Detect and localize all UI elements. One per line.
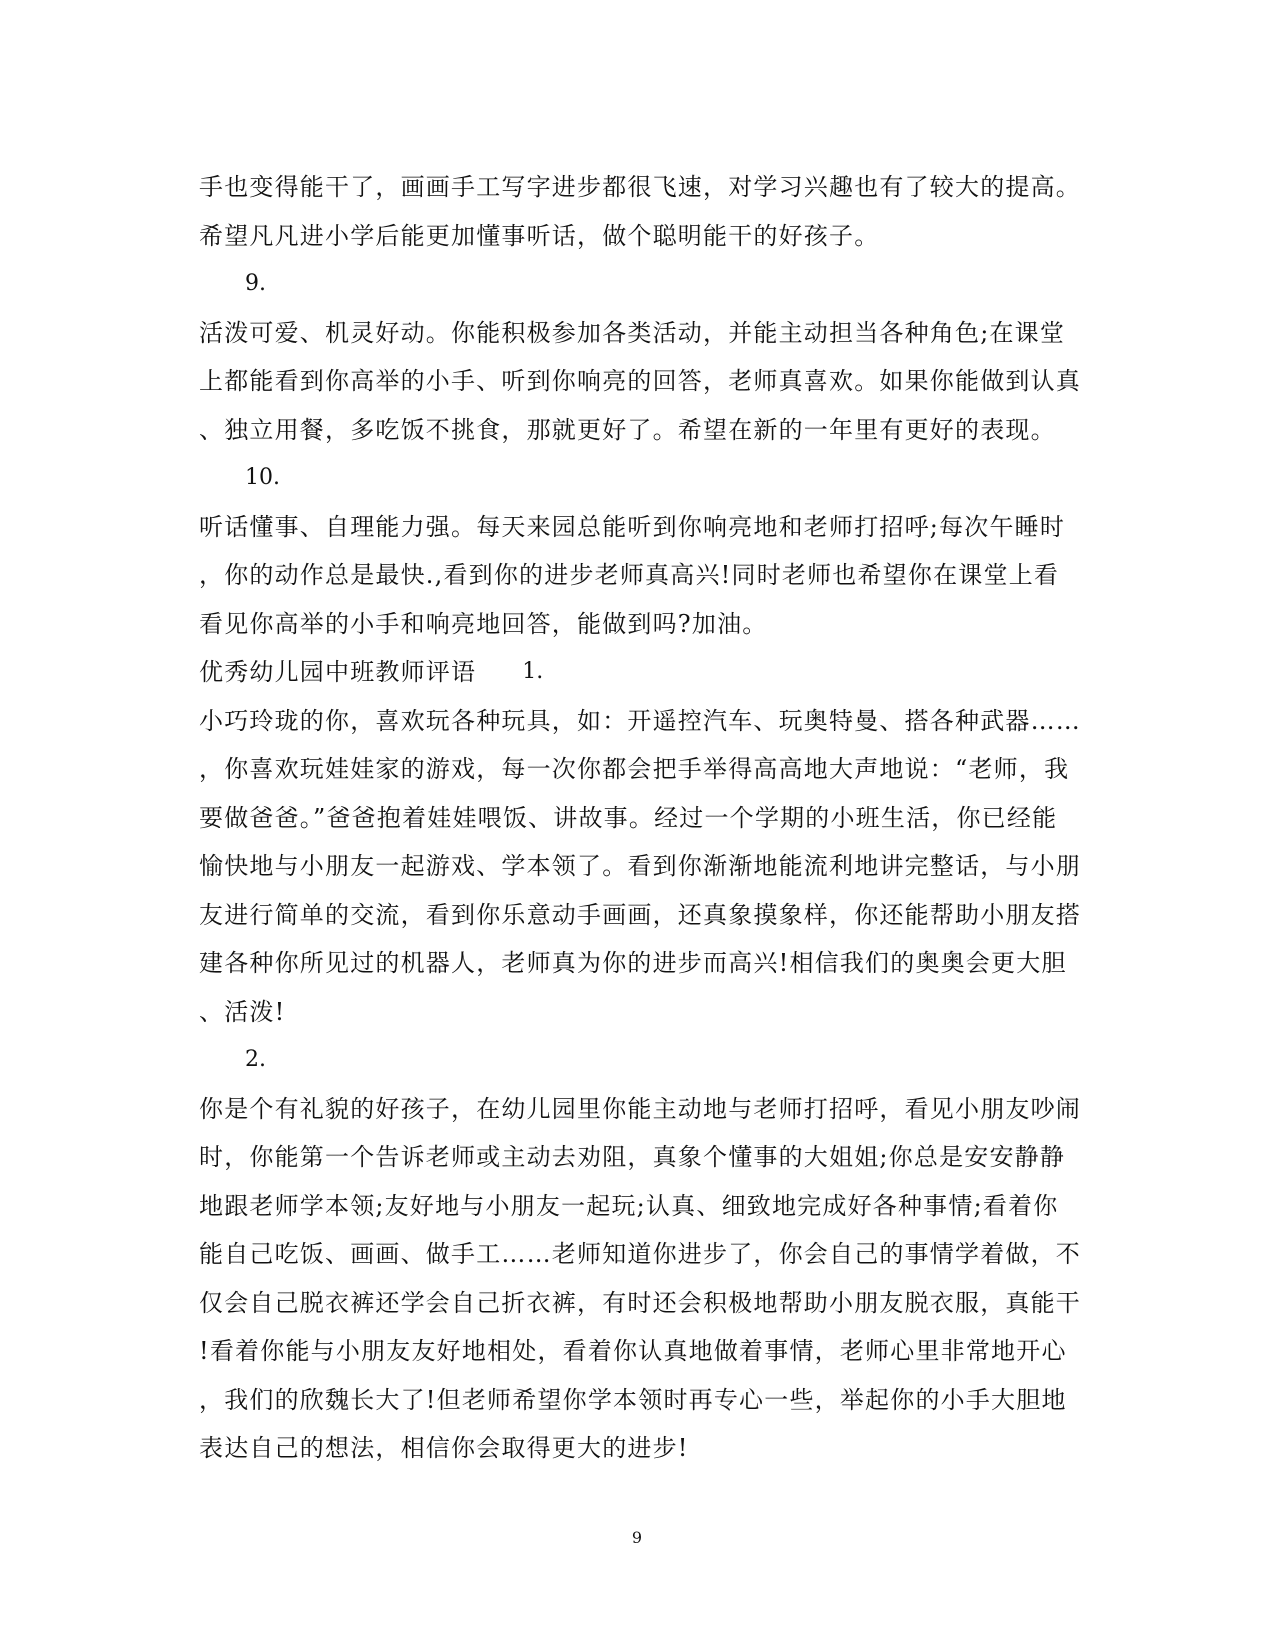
paragraph-line: 手也变得能干了，画画手工写字进步都很飞速，对学习兴趣也有了较大的提高。 — [199, 173, 1081, 201]
paragraph-line: 、独立用餐，多吃饭不挑食，那就更好了。希望在新的一年里有更好的表现。 — [199, 415, 1056, 444]
item-number: 10. — [245, 465, 280, 490]
paragraph-line: 能自己吃饭、画画、做手工……老师知道你进步了，你会自己的事情学着做，不 — [199, 1240, 1081, 1268]
item-number: 2. — [245, 1047, 266, 1072]
item-number: 1. — [522, 659, 544, 684]
paragraph-line: ，我们的欣魏长大了!但老师希望你学本领时再专心一些，举起你的小手大胆地 — [199, 1385, 1067, 1414]
paragraph-line: 小巧玲珑的你，喜欢玩各种玩具，如：开遥控汽车、玩奥特曼、搭各种武器…… — [199, 706, 1081, 735]
paragraph-line: 表达自己的想法，相信你会取得更大的进步! — [199, 1434, 689, 1462]
paragraph-line: 希望凡凡进小学后能更加懂事听话，做个聪明能干的好孩子。 — [199, 221, 880, 250]
item-number: 9. — [245, 271, 266, 296]
document-body — [199, 163, 1079, 1473]
paragraph-line: ，你喜欢玩娃娃家的游戏，每一次你都会把手举得高高地大声地说：“老师，我 — [199, 755, 1070, 783]
paragraph-line: 上都能看到你高举的小手、听到你响亮的回答，老师真喜欢。如果你能做到认真 — [199, 367, 1081, 395]
paragraph-line: 要做爸爸。”爸爸抱着娃娃喂饭、讲故事。经过一个学期的小班生活，你已经能 — [199, 803, 1058, 832]
paragraph-line: 时，你能第一个告诉老师或主动去劝阻，真象个懂事的大姐姐;你总是安安静静 — [199, 1143, 1066, 1171]
paragraph-line: 活泼可爱、机灵好动。你能积极参加各类活动，并能主动担当各种角色;在课堂 — [199, 318, 1066, 347]
paragraph-line: 愉快地与小朋友一起游戏、学本领了。看到你渐渐地能流利地讲完整话，与小朋 — [199, 852, 1081, 880]
section-heading-row — [199, 648, 1079, 697]
paragraph-line: !看着你能与小朋友友好地相处，看着你认真地做着事情，老师心里非常地开心 — [199, 1337, 1067, 1365]
paragraph-line: 建各种你所见过的机器人，老师真为你的进步而高兴!相信我们的奥奥会更大胆 — [199, 949, 1067, 977]
paragraph-line: 你是个有礼貌的好孩子，在幼儿园里你能主动地与老师打招呼，看见小朋友吵闹 — [199, 1094, 1081, 1123]
paragraph-line: 仅会自己脱衣裤还学会自己折衣裤，有时还会积极地帮助小朋友脱衣服，真能干 — [199, 1288, 1081, 1317]
paragraph-line: ，你的动作总是最快.,看到你的进步老师真高兴!同时老师也希望你在课堂上看 — [199, 561, 1060, 589]
section-heading: 优秀幼儿园中班教师评语 — [199, 658, 477, 686]
paragraph-line: 友进行简单的交流，看到你乐意动手画画，还真象摸象样，你还能帮助小朋友搭 — [199, 900, 1081, 929]
paragraph-line: 听话懂事、自理能力强。每天来园总能听到你响亮地和老师打招呼;每次午睡时 — [199, 512, 1066, 541]
page-number: 9 — [631, 1528, 643, 1547]
paragraph-line: 看见你高举的小手和响亮地回答，能做到吗?加油。 — [199, 609, 768, 638]
paragraph-line: 、活泼! — [199, 997, 286, 1026]
paragraph-line: 地跟老师学本领;友好地与小朋友一起玩;认真、细致地完成好各种事情;看着你 — [199, 1191, 1059, 1220]
